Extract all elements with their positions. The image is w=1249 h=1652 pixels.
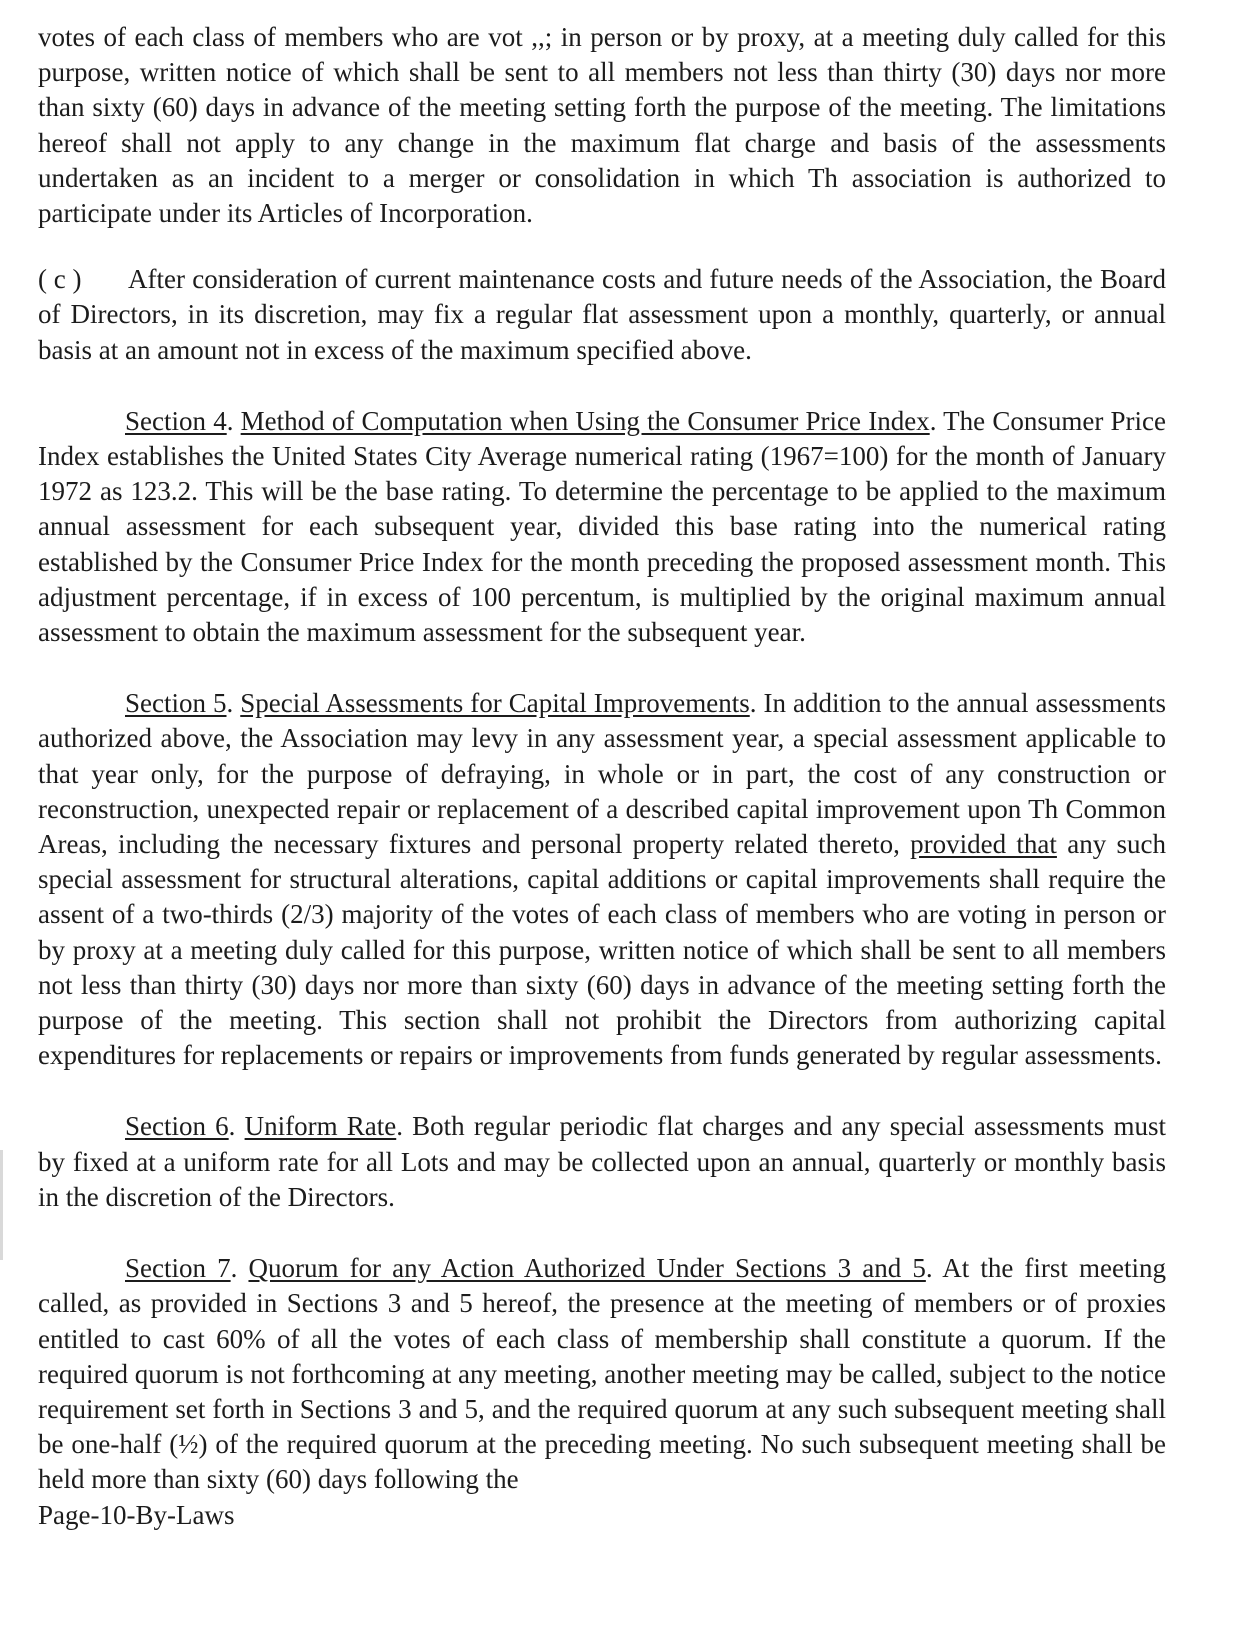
subsection-c-text: After consideration of current maintenance costs and future needs of the Association, the Board of Directors, in its discretion, may fix a regular flat assessment upon a monthly, quarterly, or annual basis at an amount not in excess of the maximum specified above. (38, 264, 1166, 365)
section-5-body-b: any such special assessment for structural alterations, capital additions or capital improvements shall require the assent of a two-thirds (2/3) majority of the votes of each class of members who are voting in person or by proxy at a meeting duly called for this purpose, written notice of which shall be sent to all members not less than thirty (30) days nor more than sixty (60) days in advance of the meeting setting forth the purpose of the meeting. This section shall not prohibit the Directors from authorizing capital expenditures for replacements or repairs or improvements from funds generated by regular assessments. (38, 829, 1166, 1071)
section-4-title: Method of Computation when Using the Consumer Price Index (240, 405, 930, 436)
section-7-body: At the first meeting called, as provided in Sections 3 and 5 hereof, the presence at the meeting of members or of proxies entitled to cast 60% of all the votes of each class of membership shall constitute a quorum. If the required quorum is not forthcoming at any meeting, another meeting may be called, subject to the notice requirement set forth in Sections 3 and 5, and the required quorum at any such subsequent meeting shall be one-half (½) of the required quorum at the preceding meeting. No such subsequent meeting shall be held more than sixty (60) days following the (38, 1253, 1166, 1495)
section-4-body: The Consumer Price Index establishes the United States City Average numerical rating (1967=100) for the month of January 1972 as 123.2. This will be the base rating. To determine the percentage to be applied to the maximum annual assessment for each subsequent year, divided this base rating into the numerical rating established by the Consumer Price Index for the month preceding the proposed assessment month. This adjustment percentage, if in excess of 100 percentum, is multiplied by the original maximum annual assessment to obtain the maximum assessment for the subsequent year. (38, 405, 1167, 648)
document-page (38, 20, 1166, 1533)
section-5-proviso: provided that (910, 829, 1057, 860)
section-6-body: Both regular periodic flat charges and any special assessments must by fixed at a uniform rate for all Lots and may be collected upon an annual, quarterly or monthly basis in the discretion of the Directors. (38, 1111, 1166, 1212)
section-5-body-a: In addition to the annual assessments authorized above, the Association may levy in any assessment year, a special assessment applicable to that year only, for the purpose of defraying, in whole or in part, the cost of any construction or reconstruction, unexpected repair or replacement of a described capital improvement upon Th Common Areas, including the necessary fixtures and personal property related thereto, (38, 688, 1166, 860)
section-6: Section 6. Uniform Rate. Both regular periodic flat charges and any special assessments must by fixed at a uniform rate for all Lots and may be collected upon an annual, quarterly or monthly basis in the discretion of the Directors. (38, 1111, 1166, 1212)
section-5: Section 5. Special Assessments for Capital Improvements. In addition to the annual assessments authorized above, the Association may levy in any assessment year, a special assessment applicable to that year only, for the purpose of defraying, in whole or in part, the cost of any construction or reconstruction, unexpected repair or replacement of a described capital improvement upon Th Common Areas, including the necessary fixtures and personal property related thereto, provided that any such special assessment for structural alterations, capital additions or capital improvements shall require the assent of a two-thirds (2/3) majority of the votes of each class of members who are voting in person or by proxy at a meeting duly called for this purpose, written notice of which shall be sent to all members not less than thirty (30) days nor more than sixty (60) days in advance of the meeting setting forth the purpose of the meeting. This section shall not prohibit the Directors from authorizing capital expenditures for replacements or repairs or improvements from funds generated by regular assessments. (38, 688, 1166, 1071)
section-6-title: Uniform Rate (244, 1111, 397, 1142)
section-4: Section 4. Method of Computation when Using the Consumer Price Index. The Consumer Price Index establishes the United States City Average numerical rating (1967=100) for the month of January 1972 as 123.2. This will be the base rating. To determine the percentage to be applied to the maximum annual assessment for each subsequent year, divided this base rating into the numerical rating established by the Consumer Price Index for the month preceding the proposed assessment month. This adjustment percentage, if in excess of 100 percentum, is multiplied by the original maximum annual assessment to obtain the maximum assessment for the subsequent year. (38, 405, 1167, 648)
subsection-c-label: ( c ) (38, 264, 82, 295)
section-5-title: Special Assessments for Capital Improvements (240, 688, 750, 719)
section-4-number: Section 4 (125, 405, 227, 436)
section-7-number: Section 7 (125, 1253, 231, 1284)
section-6-number: Section 6 (125, 1111, 229, 1142)
page-footer: Page-10-By-Laws (38, 1499, 235, 1530)
section-5-number: Section 5 (125, 688, 227, 719)
section-7-title: Quorum for any Action Authorized Under Sections 3 and 5 (248, 1253, 926, 1284)
paragraph-continuation: votes of each class of members who are vot ,,; in person or by proxy, at a meeting duly called for this purpose, written notice of which shall be sent to all members not less than thirty (30) days nor more than sixty (60) days in advance of the meeting setting forth the purpose of the meeting. The limitations hereof shall not apply to any change in the maximum flat charge and basis of the assessments undertaken as an incident to a merger or consolidation in which Th association is authorized to participate under its Articles of Incorporation. (38, 22, 1166, 229)
subsection-c (38, 262, 1166, 368)
scan-edge-mark (0, 1150, 3, 1260)
section-7: Section 7. Quorum for any Action Authorized Under Sections 3 and 5. At the first meeting called, as provided in Sections 3 and 5 hereof, the presence at the meeting of members or of proxies entitled to cast 60% of all the votes of each class of membership shall constitute a quorum. If the required quorum is not forthcoming at any meeting, another meeting may be called, subject to the notice requirement set forth in Sections 3 and 5, and the required quorum at any such subsequent meeting shall be one-half (½) of the required quorum at the preceding meeting. No such subsequent meeting shall be held more than sixty (60) days following the (38, 1253, 1166, 1495)
